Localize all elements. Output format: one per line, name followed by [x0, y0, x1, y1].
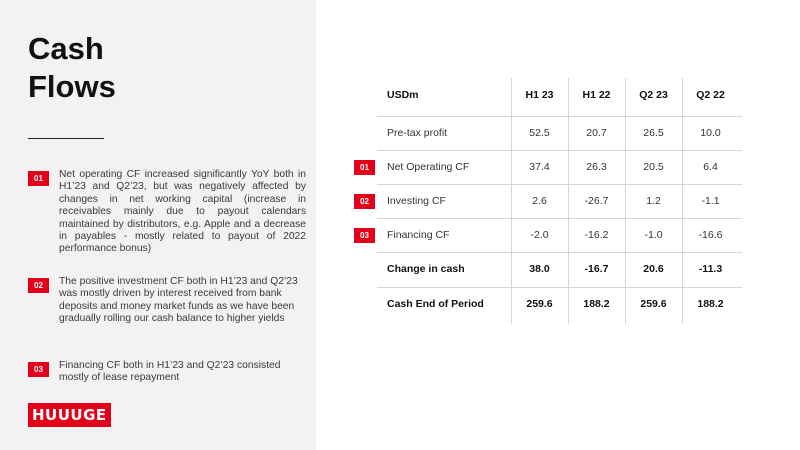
row-label: Change in cash — [387, 263, 465, 275]
table-cell: -11.3 — [698, 263, 723, 275]
table-cell: 6.4 — [703, 161, 718, 173]
bullet-02 — [28, 276, 306, 326]
table-column-rule — [511, 78, 512, 324]
table-header-row — [377, 78, 742, 112]
table-rule — [377, 252, 742, 253]
table-cell: 37.4 — [529, 161, 550, 173]
bullet-badge-01: 01 — [28, 171, 49, 186]
title-divider — [28, 138, 104, 139]
header-cell-h1-23: H1 23 — [525, 89, 554, 101]
row-label: Cash End of Period — [387, 298, 484, 310]
bullet-text-02: The positive investment CF both in H1’23 and Q2’23 was mostly driven by interest received from bank deposits and money market funds as we have been gradually rolling our cash balance to higher yields — [59, 276, 298, 325]
bullet-text-03: Financing CF both in H1’23 and Q2’23 consisted mostly of lease repayment — [59, 360, 281, 384]
table-cell: 2.6 — [532, 195, 547, 207]
table-cell: 20.5 — [643, 161, 664, 173]
title-line-1: Cash — [28, 31, 104, 66]
table-cell: -16.2 — [584, 229, 609, 241]
header-cell-unit: USDm — [387, 89, 419, 101]
table-rule — [377, 184, 742, 185]
row-badge-01: 01 — [354, 160, 375, 175]
table-row — [360, 184, 742, 218]
table-cell: -26.7 — [584, 195, 609, 207]
table-rule — [377, 287, 742, 288]
table-cell: 26.5 — [643, 127, 664, 139]
header-cell-h1-22: H1 22 — [582, 89, 611, 101]
bullet-03 — [28, 360, 306, 385]
table-rule — [377, 150, 742, 151]
row-label: Investing CF — [387, 195, 446, 207]
huuuge-logo: HUUUGE — [28, 403, 111, 427]
table-cell: 259.6 — [640, 298, 667, 310]
row-label: Pre-tax profit — [387, 127, 448, 139]
table-cell: -16.7 — [584, 263, 609, 275]
bullet-text-01: Net operating CF increased significantly YoY both in H1’23 and Q2’23, but was negatively affected by changes in net working capital (increase in receivables mainly due to payout calendars maintained by distributors, e.g. Apple and a decrease in payables - mostly related to payout of 2022 performance bonus) — [59, 169, 306, 255]
table-cell: 26.3 — [586, 161, 607, 173]
table-column-rule — [625, 78, 626, 324]
bullet-01 — [28, 169, 306, 256]
bullet-badge-02: 02 — [28, 278, 49, 293]
table-row — [377, 287, 742, 321]
bullet-badge-03: 03 — [28, 362, 49, 377]
row-badge-02: 02 — [354, 194, 375, 209]
row-label: Financing CF — [387, 229, 450, 241]
table-cell: -16.6 — [698, 229, 723, 241]
header-cell-q2-22: Q2 22 — [696, 89, 725, 101]
table-cell: 10.0 — [700, 127, 721, 139]
table-row — [360, 218, 742, 252]
table-cell: 20.6 — [643, 263, 664, 275]
table-cell: 38.0 — [529, 263, 550, 275]
table-cell: -1.0 — [644, 229, 663, 241]
table-cell: 52.5 — [529, 127, 550, 139]
table-row — [377, 116, 742, 150]
table-rule — [377, 218, 742, 219]
table-cell: -2.0 — [530, 229, 549, 241]
table-cell: 188.2 — [697, 298, 724, 310]
table-row — [360, 150, 742, 184]
table-cell: -1.1 — [701, 195, 720, 207]
table-row — [377, 252, 742, 286]
row-badge-03: 03 — [354, 228, 375, 243]
table-column-rule — [682, 78, 683, 324]
table-cell: 259.6 — [526, 298, 553, 310]
table-cell: 20.7 — [586, 127, 607, 139]
header-cell-q2-23: Q2 23 — [639, 89, 668, 101]
table-cell: 188.2 — [583, 298, 610, 310]
title-line-2: Flows — [28, 69, 116, 104]
row-label: Net Operating CF — [387, 161, 470, 173]
table-column-rule — [568, 78, 569, 324]
table-cell: 1.2 — [646, 195, 661, 207]
slide-title — [28, 30, 116, 106]
table-rule — [377, 116, 742, 117]
